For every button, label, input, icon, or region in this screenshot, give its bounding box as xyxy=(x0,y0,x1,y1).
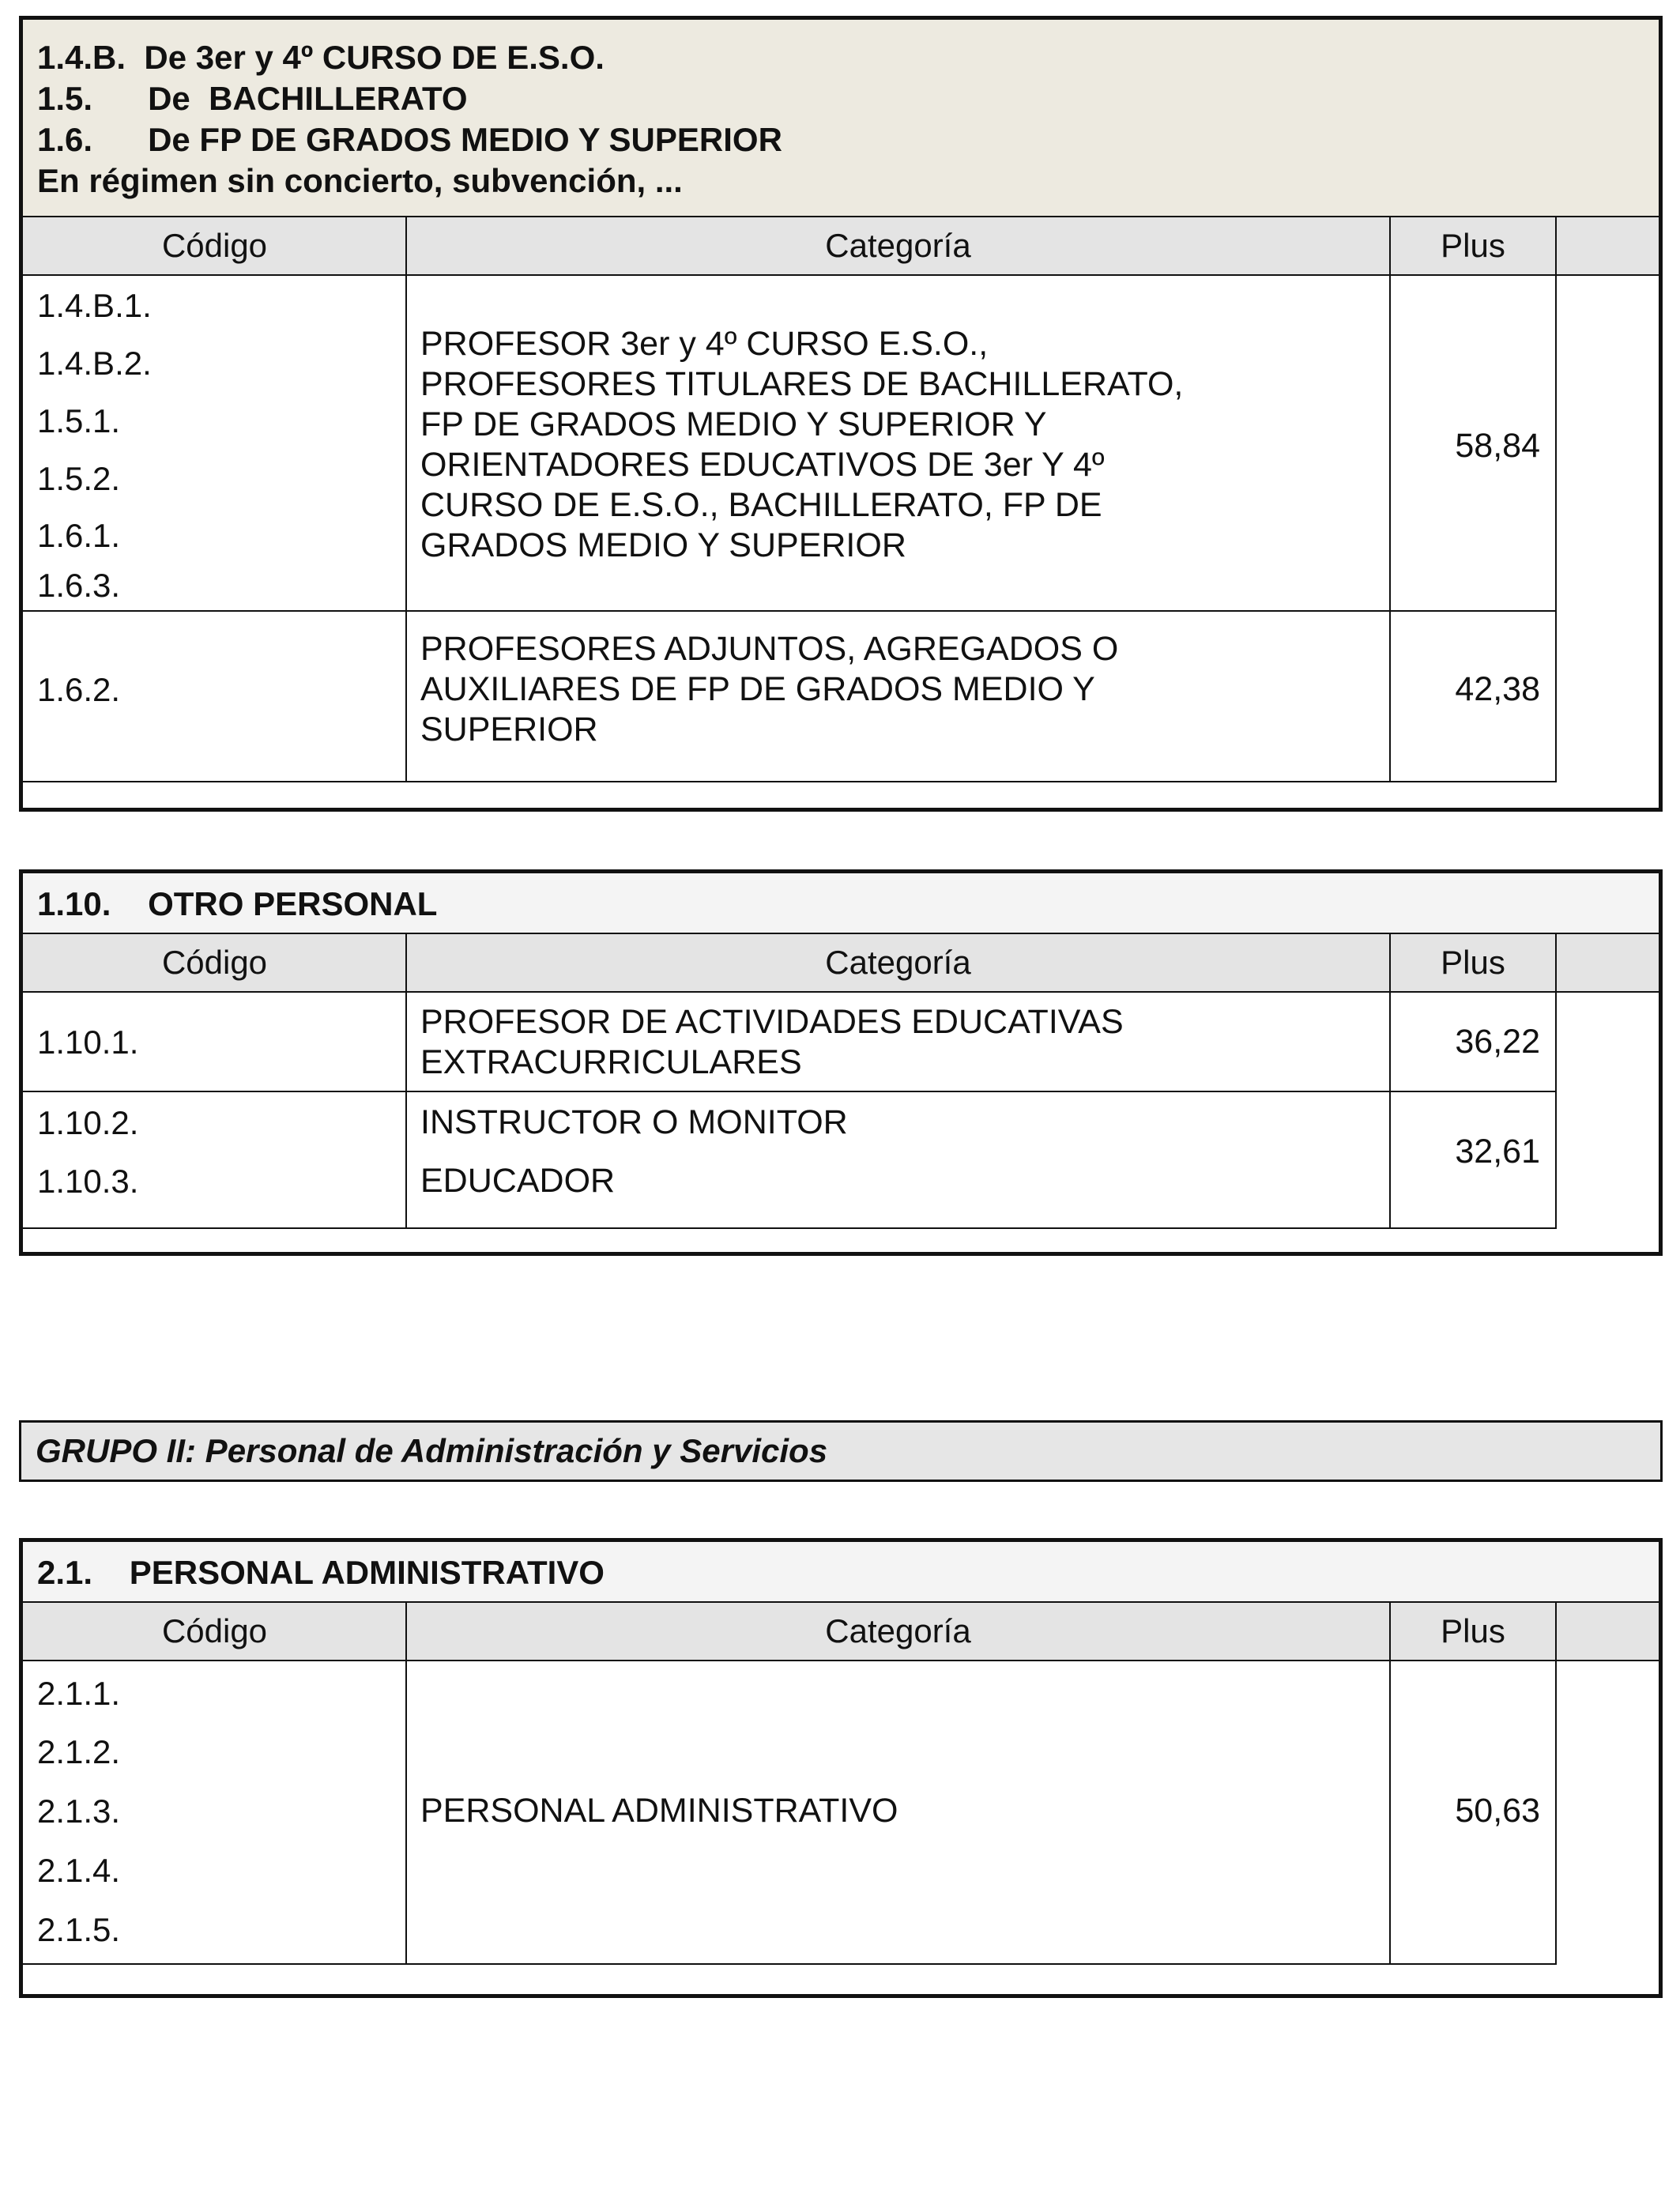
header-codigo: Código xyxy=(161,227,268,264)
title-line: 1.5. De BACHILLERATO xyxy=(37,80,468,117)
section-title: 2.1. PERSONAL ADMINISTRATIVO xyxy=(23,1542,1659,1603)
title-line: 1.4.B. De 3er y 4º CURSO DE E.S.O. xyxy=(37,39,605,76)
code-cell: 1.6.1. xyxy=(37,517,121,554)
header-categoria: Categoría xyxy=(825,227,971,264)
code-cell: 2.1.2. xyxy=(37,1733,121,1770)
categoria-cell: INSTRUCTOR O MONITOR xyxy=(420,1103,848,1141)
plus-cell: 36,22 xyxy=(1455,1023,1540,1061)
categoria-cell: PROFESOR 3er y 4º CURSO E.S.O., PROFESORES TITULARES DE BACHILLERATO, FP DE GRADOS MEDIO Y SUPERIOR Y ORIENTADORES EDUCATIVOS DE 3er Y 4º CURSO DE E.S.O., BACHILLERATO, FP DE GRADOS MEDIO Y SUPERIOR xyxy=(420,325,1184,564)
plus-cell: 32,61 xyxy=(1455,1133,1540,1171)
code-cell: 2.1.1. xyxy=(37,1675,121,1712)
code-cell: 1.10.2. xyxy=(37,1104,139,1141)
code-cell: 1.10.1. xyxy=(37,1023,139,1061)
code-cell: 1.10.3. xyxy=(37,1163,139,1200)
header-plus: Plus xyxy=(1441,944,1505,981)
code-cell: 1.4.B.1. xyxy=(37,287,152,324)
table-header xyxy=(23,1603,1659,1661)
plus-cell: 50,63 xyxy=(1455,1792,1540,1830)
code-cell: 1.5.1. xyxy=(37,402,121,439)
plus-cell: 42,38 xyxy=(1455,670,1540,708)
table-header xyxy=(23,217,1659,276)
section-title xyxy=(23,20,1659,217)
code-cell: 2.1.5. xyxy=(37,1911,121,1948)
table-header xyxy=(23,934,1659,993)
table-otro-personal xyxy=(19,869,1663,1256)
header-plus: Plus xyxy=(1441,1612,1505,1649)
code-cell: 2.1.4. xyxy=(37,1852,121,1889)
header-categoria: Categoría xyxy=(825,944,971,981)
section-title: 1.10. OTRO PERSONAL xyxy=(23,873,1659,934)
code-cell: 1.4.B.2. xyxy=(37,345,152,382)
header-categoria: Categoría xyxy=(825,1612,971,1649)
title-line: 1.6. De FP DE GRADOS MEDIO Y SUPERIOR xyxy=(37,121,782,158)
categoria-cell: EDUCADOR xyxy=(420,1162,616,1200)
header-codigo: Código xyxy=(161,1612,268,1649)
header-plus: Plus xyxy=(1441,227,1505,264)
code-cell: 1.6.2. xyxy=(37,671,121,708)
code-cell: 1.6.3. xyxy=(37,567,121,604)
code-cell: 1.5.2. xyxy=(37,460,121,497)
plus-cell: 58,84 xyxy=(1455,427,1540,465)
header-codigo: Código xyxy=(161,944,268,981)
table-personal-administrativo xyxy=(19,1538,1663,1998)
title-line: En régimen sin concierto, subvención, ... xyxy=(37,162,683,199)
table-eso-bachillerato-fp xyxy=(19,16,1663,812)
code-cell: 2.1.3. xyxy=(37,1793,121,1830)
categoria-cell: PROFESORES ADJUNTOS, AGREGADOS O AUXILIARES DE FP DE GRADOS MEDIO Y SUPERIOR xyxy=(420,630,1119,748)
group-heading: GRUPO II: Personal de Administración y Servicios xyxy=(19,1420,1663,1482)
categoria-cell: PROFESOR DE ACTIVIDADES EDUCATIVAS EXTRACURRICULARES xyxy=(420,1003,1124,1081)
categoria-cell: PERSONAL ADMINISTRATIVO xyxy=(420,1792,898,1830)
